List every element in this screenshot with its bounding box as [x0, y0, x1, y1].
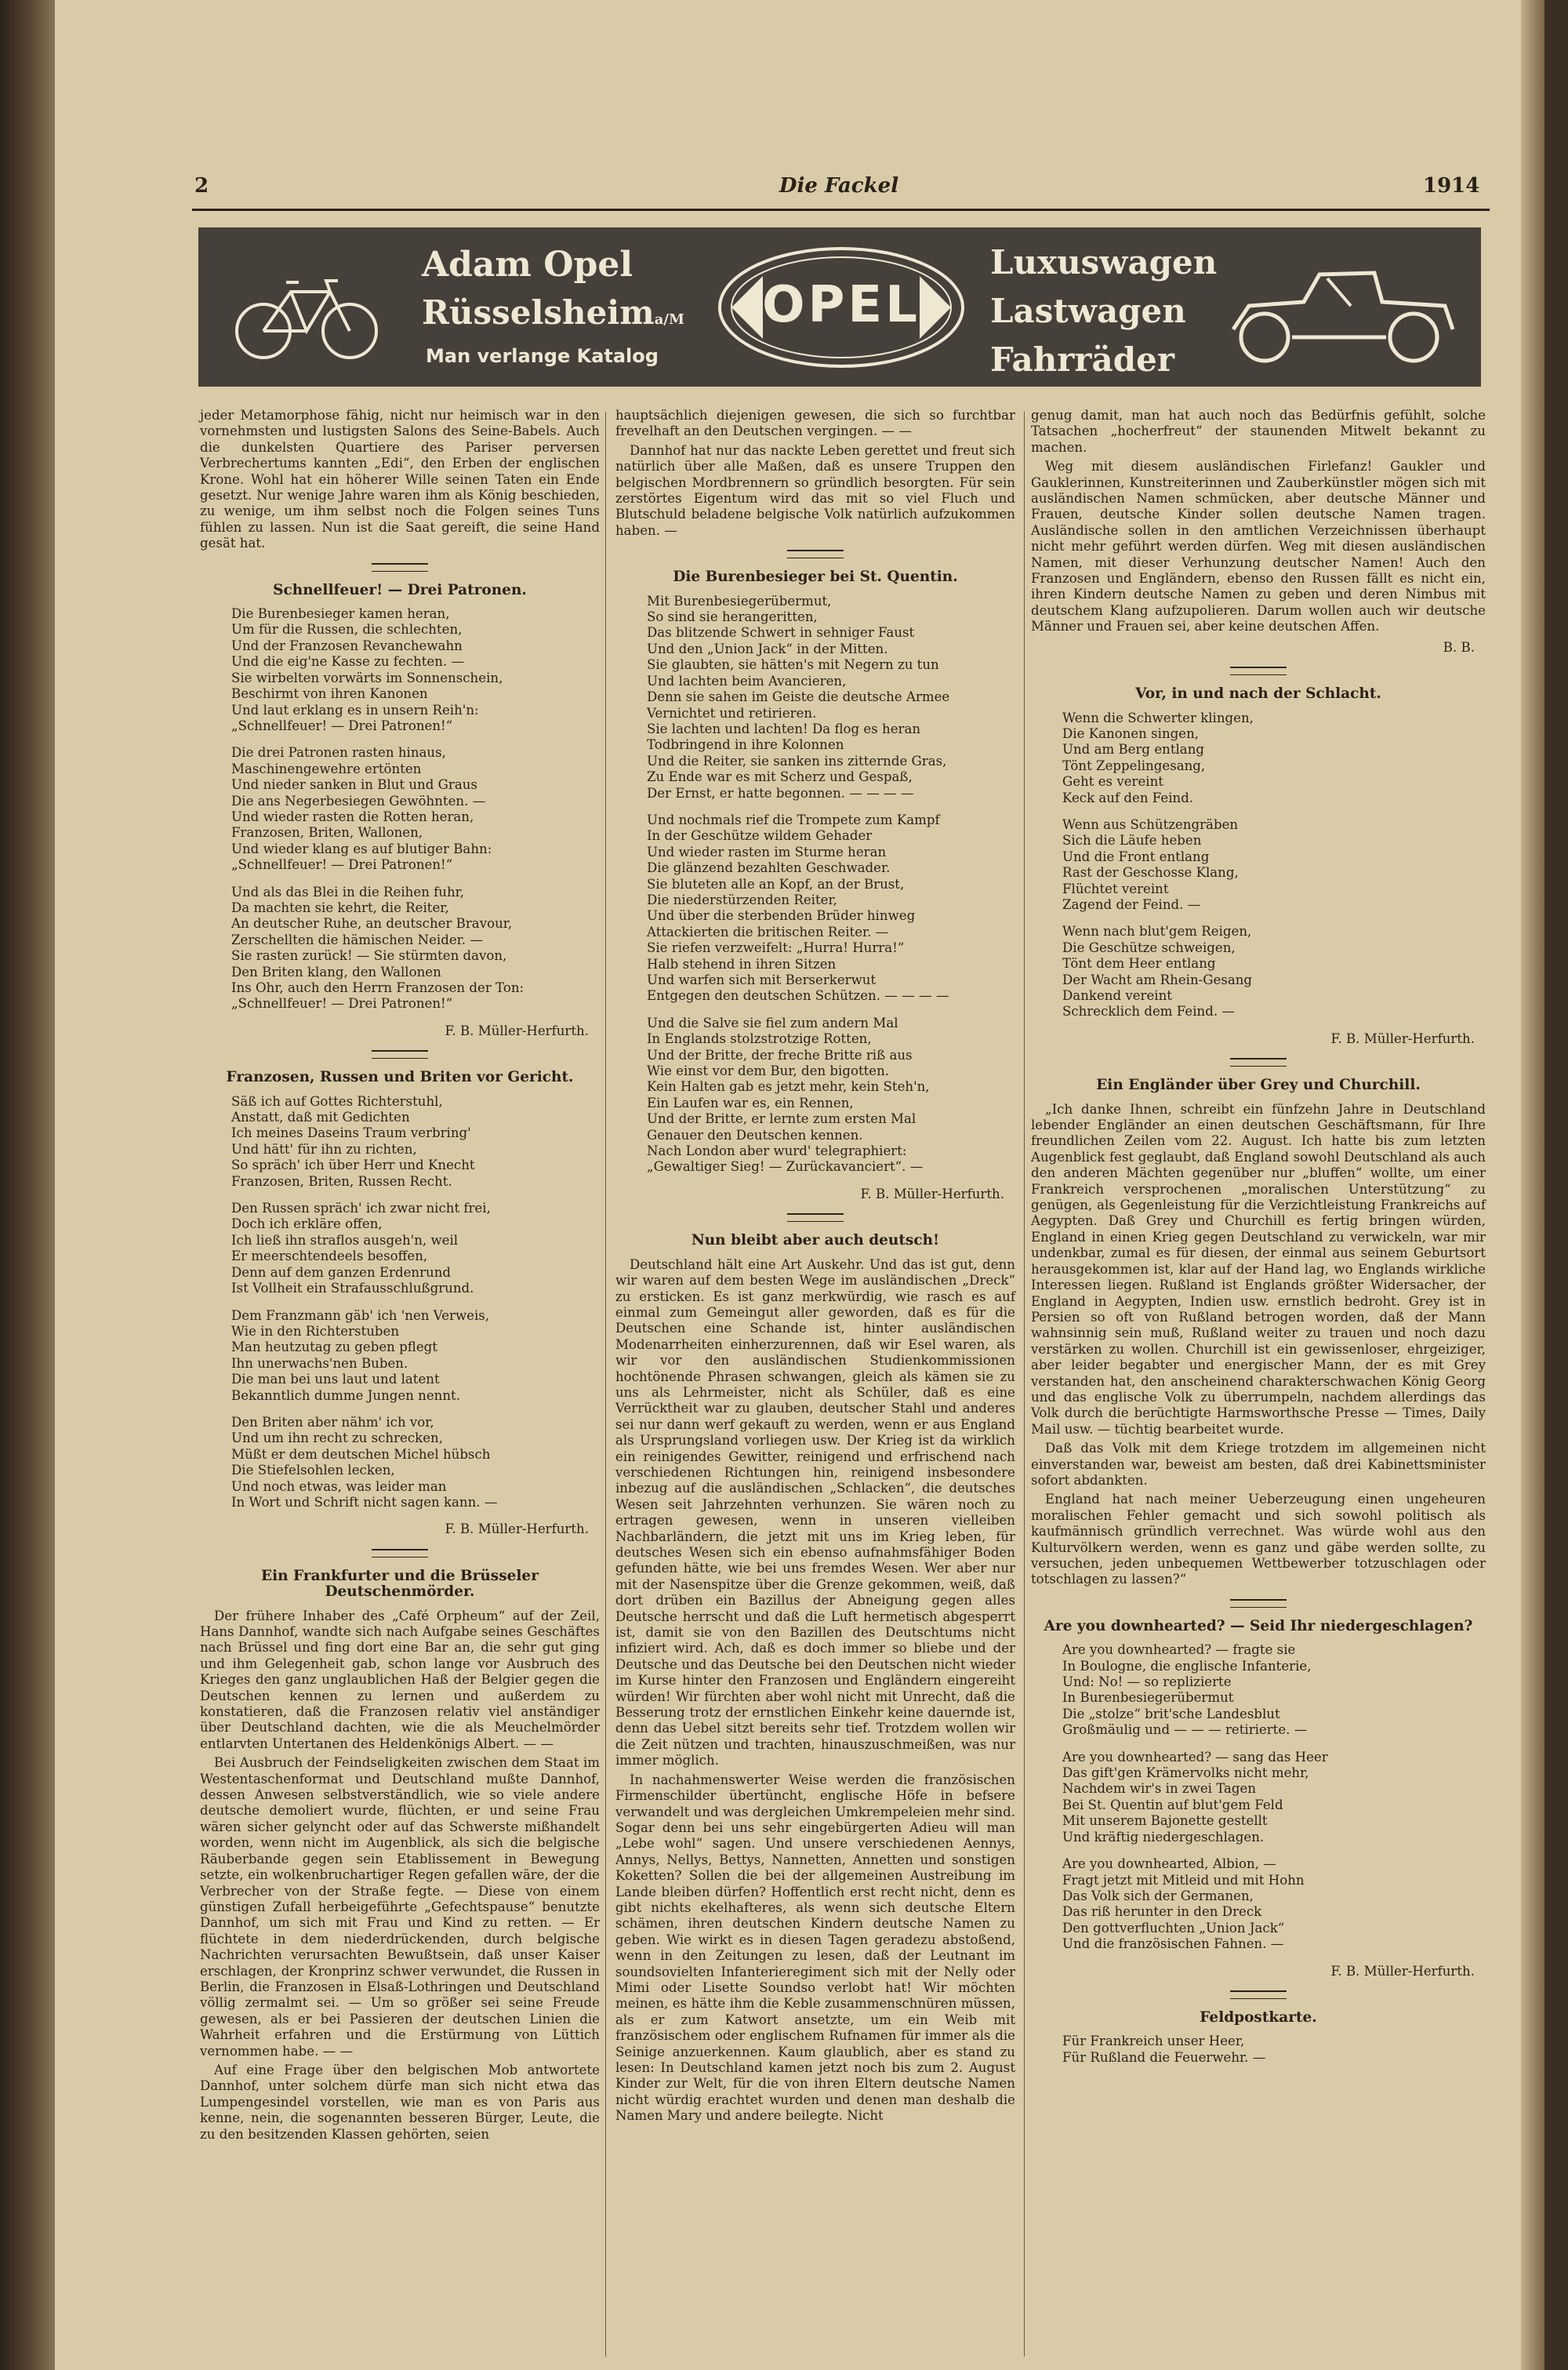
verse-line: Die Kanonen singen, [1062, 725, 1200, 741]
column-rule-2 [1024, 412, 1025, 2357]
verse-line: Und warfen sich mit Berserkerwut [647, 972, 877, 987]
verse-line: Und am Berg entlang [1062, 742, 1204, 758]
verse-line: Und wieder rasten die Rotten heran, [231, 809, 474, 824]
page-number: 2 [194, 174, 209, 198]
verse-line: Ins Ohr, auch den Herrn Franzosen der Ton: [231, 980, 524, 995]
poem-burenbesieger-stanza [647, 1016, 1015, 1176]
verse-line: Den Briten klang, den Wallonen [231, 964, 441, 980]
poem-franzosen-author: F. B. Müller-Herfurth. [445, 1521, 589, 1537]
article-frankfurter-paragraph: Der frühere Inhaber des „Café Orpheum“ auf der Zeil, Hans Dannhof, wandte sich nach Aufgabe seines Geschäftes nach Brüssel und fing dort eine Bar an, die sehr gut ging und ihm Gelegenheit gab, schon lange vor Ausbruch des Krieges den ganz unglaublichen Haß der Belgier gegen die Deutschen kennen zu lernen und außerdem zu konstatieren, daß die Franzosen relativ viel anständiger über Deutschland dachten, wie die als Meuchelmörder entlarvten Untertanen des Heldenkönigs Albert. — — [200, 1608, 600, 1751]
article-englaender-paragraph: „Ich danke Ihnen, schreibt ein fünfzehn Jahre in Deutschland lebender Engländer an einen deutschen Geschäftsmann, für Ihre freundlichen Zeilen vom 22. August. Ich hatte bis zum letzten Augenblick fest geglaubt, daß England sowohl Deutschland als auch den anderen Mächten gegenüber nur „bluffen“ wollte, um einer Frankreich versprochenen „moralischen Unterstützung“ zu genügen, als Gegenleistung für die Verzichtleistung Frankreichs auf Aegypten. Daß Grey und Churchill es fertig bringen würden, England in einen Krieg gegen Deutschland zu verwickeln, war mir undenkbar, zumal es für diesen, der einmal aus seinem Geburtsort herausgekommen ist, klar auf der Hand lag, wo Englands wirkliche Interessen liegen. Rußland ist Englands größter Widersacher, der England in Aegypten, Indien usw. ernstlich bedroht. Grey ist in Persien so oft von Rußland betrogen worden, daß der Mann wahnsinnig sein muß, Rußland weiter zu trauen und noch dazu verstärken zu wollen. Churchill ist ein gewissenloser, ehrgeiziger, aber leider begabter und energischer Mann, der es mit Grey verstanden hat, den anscheinend charakterschwachen König Georg und das englische Volk zu überrumpeln, nachdem allerdings das Volk durch die berüchtigte Harmsworthsche Presse — Times, Daily Mail usw. — tüchtig bearbeitet wurde. [1031, 1101, 1486, 1437]
verse-line: Das riß herunter in den Dreck [1062, 1904, 1262, 1920]
page-edge [1521, 0, 1544, 2370]
poem-burenbesieger-author: F. B. Müller-Herfurth. [860, 1186, 1004, 1201]
poem-schnellfeuer-stanza [231, 885, 600, 1012]
verse-line: In Burenbesiegerübermut [1062, 1690, 1234, 1706]
bicycle-icon [228, 274, 385, 361]
verse-line: Zerschellten die hämischen Neider. — [231, 932, 483, 947]
poem-schlacht-stanza [1062, 924, 1486, 1020]
verse-line: Flüchtet vereint [1062, 881, 1169, 896]
verse-line: „Schnellfeuer! — Drei Patronen!“ [231, 718, 453, 733]
verse-line: Todbringend in ihre Kolonnen [647, 737, 844, 753]
poem-burenbesieger-stanza [647, 812, 1015, 1005]
ad-city: Rüsselsheima/M [422, 293, 684, 332]
article-deutsch-paragraph: In nachahmenswerter Weise werden die französischen Firmenschilder übertüncht, englische Höfe in befsere verwandelt und was dergleichen Umkrempeleien mehr sind. Sogar denn bei uns sehr eingebürgerten Adieu will man „Lebe wohl“ sagen. Und unsere verschiedenen Aennys, Annys, Nellys, Bettys, Nannetten, Annetten und sonstigen Koketten? Sollen die bei der allgemeinen Austreibung im Lande bleiben dürfen? Hoffentlich erst recht nicht, denn es gibt nichts ekelhafteres, als wenn sich deutsche Eltern schämen, ihren deutschen Kindern deutsche Namen zu geben. Wie wirkt es in diesen Tagen geradezu abstoßend, wenn in den Zeitungen zu lesen, daß der Leutnant im soundsovielten Infanterieregiment sich mit der Nelly oder Mimi oder Lisette Soundso verlobt hat! Wir möchten meinen, es hätte ihm die Keble zusammenschnüren müssen, als er zum Katwort ansetzte, um ein Weib mit französischem oder englischem Rufnamen für immer als die Seinige anzuerkennen. Kaum glaublich, aber es stand zu lesen: In Deutschland kamen jetzt noch bis zum 2. August Kinder zur Welt, für die von ihren Eltern deutsche Namen nicht würdig erachtet wurden und denen man deshalb die Namen Mary und andere beilegte. Nicht [615, 1772, 1015, 2124]
divider-ornament [372, 1549, 428, 1558]
verse-line: Ist Vollheit ein Strafausschlußgrund. [231, 1281, 474, 1296]
verse-line: Genauer den Deutschen kennen. [647, 1127, 863, 1143]
ad-brand: OPEL [762, 276, 920, 334]
article-frankfurter-paragraph: Bei Ausbruch der Feindseligkeiten zwischen dem Staat im Westentaschenformat und Deutschland mußte Dannhof, dessen Anwesen selbstverständlich, wie so viele andere deutsche demoliert wurde, flüchten, er und seine Frau wären sicher gelyncht oder auf das Schwerste mißhandelt worden, wenn nicht im Augenblick, als sich die belgische Räuberbande gegen sein Etablissement in Bewegung setzte, ein wolkenbruchartiger Regen gefallen wäre, der die Verbrecher von der Straße fegte. — Diese von einem günstigen Zufall herbeigeführte „Gefechtspause“ benutzte Dannhof, um sich mit Frau und Kind zu retten. — Er flüchtete in dem niederdrückenden, durch belgische Nachrichten verursachten Bewußtsein, daß unser Kaiser erschlagen, der Kronprinz schwer verwundet, die Russen in Berlin, die Franzosen in Elsaß-Lothringen und Deutschland völlig zermalmt sei. — Um so größer sei seine Freude gewesen, als er bei Passieren der deutschen Linien die Wahrheit erfahren und die Erstürmung von Lüttich vernommen habe. — — [200, 1755, 600, 2059]
divider-ornament [1230, 1990, 1287, 1999]
verse-line: Sie lachten und lachten! Da flog es heran [647, 721, 921, 736]
ad-product-1: Luxuswagen [990, 243, 1218, 282]
poem-feldpostkarte [1062, 2034, 1486, 2066]
verse-line: Und die Salve sie fiel zum andern Mal [647, 1015, 898, 1031]
verse-line: Zagend der Feind. — [1062, 896, 1201, 912]
verse-line: Das Volk sich der Germanen, [1062, 1888, 1254, 1903]
verse-line: Und über die sterbenden Brüder hinweg [647, 908, 916, 924]
poem-downhearted-title: Are you downhearted? — Seid Ihr niedergeschlagen? [1044, 1617, 1473, 1634]
verse-line: Ein Laufen war es, ein Rennen, [647, 1095, 854, 1110]
verse-line: Den Briten aber nähm' ich vor, [231, 1414, 434, 1430]
poem-schlacht-title: Vor, in und nach der Schlacht. [1135, 685, 1381, 703]
verse-line: Und um ihn recht zu schrecken, [231, 1430, 443, 1446]
verse-line: Sie bluteten alle an Kopf, an der Brust, [647, 876, 905, 892]
verse-line: Are you downhearted? — fragte sie [1062, 1642, 1296, 1658]
article-continuation: hauptsächlich diejenigen gewesen, die sich so furchtbar frevelhaft an den Deutschen vergingen. — — [615, 408, 1015, 439]
poem-schlacht-stanza [1062, 711, 1486, 806]
verse-line: Sich die Läufe heben [1062, 833, 1202, 849]
verse-line: Und hätt' für ihn zu richten, [231, 1141, 417, 1157]
ad-product-3: Fahrräder [990, 340, 1174, 379]
verse-line: Mit unserem Bajonette gestellt [1062, 1813, 1268, 1829]
verse-line: Nachdem wir's in zwei Tagen [1062, 1781, 1257, 1797]
verse-line: Dankend vereint [1062, 988, 1172, 1003]
verse-line: Die niederstürzenden Reiter, [647, 892, 837, 907]
poem-burenbesieger-stanza [647, 594, 1015, 802]
verse-line: Franzosen, Briten, Wallonen, [231, 825, 423, 841]
article-continuation: genug damit, man hat auch noch das Bedürfnis gefühlt, solche Tatsachen „hocherfreut“ der staunenden Mitwelt bekannt zu machen. [1031, 408, 1486, 455]
verse-line: Und nieder sanken in Blut und Graus [231, 777, 477, 793]
verse-line: Und kräftig niedergeschlagen. [1062, 1829, 1265, 1845]
verse-line: Entgegen den deutschen Schützen. — — — — [647, 988, 949, 1004]
poem-franzosen-stanza [231, 1415, 600, 1510]
verse-line: So sind sie herangeritten, [647, 609, 818, 625]
verse-line: Sie wirbelten vorwärts im Sonnenschein, [231, 670, 503, 685]
column-rule-1 [605, 412, 606, 2357]
verse-line: Fragt jetzt mit Mitleid und mit Hohn [1062, 1872, 1305, 1888]
header-rule [192, 209, 1490, 211]
column-3 [1031, 408, 1486, 2066]
verse-line: Die Geschütze schweigen, [1062, 940, 1236, 955]
article-deutsch-paragraph: Deutschland hält eine Art Auskehr. Und das ist gut, denn wir waren auf dem besten Wege im ausländischen „Dreck“ zu ersticken. Es ist ganz merkwürdig, wie rasch es auf einmal zum Gemeingut aller geworden, daß es für die Deutschen eine Schande ist, hinter ausländischen Modenarrheiten einherzurennen, daß wir Esel waren, als wir vor den ausländischen Studienkommissionen hochtönende Phrasen schwangen, gleich als kämen sie zu uns als Lehrmeister, nicht als Schüler, daß es eine Verrücktheit war zu glauben, deutscher Stahl und anderes sei nur dann werf gekauft zu werden, wenn er aus England als Ursprungsland vorliegen usw. Der Krieg ist da wirklich ein reinigendes Gewitter, reinigend und erfrischend nach verschiedenen Richtungen hin, reinigend insbesondere inbezug auf die ausländischen „Schlacken“, die deutsches Wesen seit Jahrzehnten verhunzen. Sie wären noch zu ertragen gewesen, wenn in unseren vielleiben Nachbarländern, die jetzt mit uns im Krieg leben, für deutsches Wesen sich ein ebenso aufnahmsfähiger Boden gefunden hätte, wie bei uns fremdes Wesen. Wer aber nur mit der Nasenspitze über die Grenze gekommen, weiß, daß dort drüben ein Bazillus der Abneigung gegen alles Deutsche herrscht und daß die Luft hermetisch abgesperrt ist, damit sie von den Bazillen des Deutschtums nicht infiziert wird. Ach, daß es doch immer so bliebe und der Deutsche und das Deutsche bei den Deutschen nicht wieder im Kurse hinter den Franzosen und Engländern eingereiht würden! Wir fürchten aber wohl nicht mit Unrecht, daß die Besserung trotz der ernstlichen Einkehr keine dauernde ist, denn das Uebel sitzt bereits sehr tief. Trotzdem wollen wir die Zeit nützen und trachten, hinauszuschmeißen, was nur immer möglich. [615, 1256, 1015, 1768]
verse-line: Anstatt, daß mit Gedichten [231, 1110, 410, 1125]
poem-schnellfeuer-stanza [231, 745, 600, 873]
verse-line: Sie rasten zurück! — Sie stürmten davon, [231, 948, 507, 964]
verse-line: Säß ich auf Gottes Richterstuhl, [231, 1093, 443, 1109]
column-2 [615, 408, 1015, 2128]
verse-line: Bei St. Quentin auf blut'gem Feld [1062, 1797, 1283, 1812]
article-frankfurter-title: Ein Frankfurter und die Brüsseler Deutschenmörder. [261, 1567, 539, 1601]
verse-line: Sie glaubten, sie hätten's mit Negern zu tun [647, 657, 939, 673]
verse-line: Ich ließ ihn straflos ausgeh'n, weil [231, 1232, 459, 1248]
verse-line: Die Burenbesieger kamen heran, [231, 606, 450, 622]
verse-line: Und die eig'ne Kasse zu fechten. — [231, 654, 465, 670]
poem-schnellfeuer-title: Schnellfeuer! — Drei Patronen. [273, 581, 527, 598]
divider-ornament [372, 563, 428, 572]
verse-line: Doch ich erkläre offen, [231, 1216, 383, 1232]
verse-line: So spräch' ich über Herr und Knecht [231, 1158, 475, 1173]
verse-line: Man heutzutag zu geben pflegt [231, 1339, 437, 1355]
poem-downhearted-stanza [1062, 1856, 1486, 1952]
verse-line: Die glänzend bezahlten Geschwader. [647, 860, 891, 876]
verse-line: Er meerschtendeels besoffen, [231, 1249, 428, 1264]
verse-line: Beschirmt von ihren Kanonen [231, 686, 428, 702]
verse-line: Wenn aus Schützengräben [1062, 816, 1239, 832]
ad-product-2: Lastwagen [990, 292, 1186, 330]
verse-line: Und nochmals rief die Trompete zum Kampf [647, 812, 940, 827]
verse-line: Das blitzende Schwert in sehniger Faust [647, 625, 915, 641]
verse-line: Und die Reiter, sie sanken ins zitternde Gras, [647, 753, 947, 769]
verse-line: Franzosen, Briten, Russen Recht. [231, 1173, 452, 1189]
divider-ornament [787, 550, 844, 558]
verse-line: Und laut erklang es in unsern Reih'n: [231, 702, 479, 718]
article-englaender-paragraph: England hat nach meiner Ueberzeugung einen ungeheuren moralischen Fehler gemacht und sich sowohl politisch als kaufmännisch gründlich verrechnet. Was würde wohl aus den Kulturvölkern werden, wenn es ganz und gäbe werden sollte, zu versuchen, jeden unbequemen Wettbewerber totzuschlagen oder totschlagen zu lassen?“ [1031, 1492, 1486, 1587]
car-icon [1218, 259, 1468, 369]
article-continuation: jeder Metamorphose fähig, nicht nur heimisch war in den vornehmsten und lustigsten Salons des Seine-Babels. Auch die dunkelsten Quartiere des Pariser perversen Verbrechertums kannten „Edi“, den Erben der englischen Krone. Wohl hat ein höherer Wille seinen Taten ein Ende gesetzt. Nur wenige Jahre waren ihm als König beschieden, zu wenige, um ihm selbst noch die Folgen seines Tuns fühlen zu lassen. Nun ist die Saat gereift, die seine Hand gesät hat. [200, 408, 600, 551]
verse-line: Keck auf den Feind. [1062, 790, 1194, 805]
verse-line: Die man bei uns laut und latent [231, 1372, 440, 1387]
verse-line: Kein Halten gab es jetzt mehr, kein Steh'n, [647, 1079, 930, 1095]
column-1 [200, 408, 600, 2146]
verse-line: Und die französischen Fahnen. — [1062, 1936, 1284, 1952]
verse-line: Müßt er dem deutschen Michel hübsch [231, 1446, 491, 1462]
article-signature: B. B. [1443, 639, 1475, 655]
verse-line: Geht es vereint [1062, 774, 1163, 790]
verse-line: Und noch etwas, was leider man [231, 1478, 447, 1494]
poem-franzosen-title: Franzosen, Russen und Briten vor Gericht. [226, 1069, 574, 1086]
page-title: Die Fackel [779, 174, 899, 198]
opel-advertisement [198, 227, 1481, 387]
verse-line: Denn auf dem ganzen Erdenrund [231, 1264, 452, 1280]
verse-line: Den Russen spräch' ich zwar nicht frei, [231, 1201, 491, 1216]
poem-burenbesieger-title: Die Burenbesieger bei St. Quentin. [673, 569, 958, 586]
verse-line: Und der Britte, der freche Britte riß aus [647, 1047, 913, 1063]
poem-schnellfeuer-author: F. B. Müller-Herfurth. [445, 1023, 589, 1038]
verse-line: Zu Ende war es mit Scherz und Gespaß, [647, 769, 913, 785]
verse-line: Das gift'gen Krämervolks nicht mehr, [1062, 1765, 1309, 1781]
verse-line: Und wieder rasten im Sturme heran [647, 844, 887, 860]
verse-line: An deutscher Ruhe, an deutscher Bravour, [231, 916, 513, 932]
verse-line: Are you downhearted, Albion, — [1062, 1856, 1276, 1872]
poem-downhearted-author: F. B. Müller-Herfurth. [1330, 1963, 1475, 1979]
newspaper-page [55, 0, 1544, 2370]
divider-ornament [1230, 1058, 1287, 1067]
verse-line: Für Frankreich unser Heer, [1062, 2034, 1245, 2049]
article-deutsch-title: Nun bleibt aber auch deutsch! [691, 1232, 940, 1249]
article-englaender-paragraph: Daß das Volk mit dem Kriege trotzdem im allgemeinen nicht einverstanden war, beweist am besten, daß drei Kabinettsminister sofort abdankten. [1031, 1441, 1486, 1488]
article-frankfurter-paragraph: Auf eine Frage über den belgischen Mob antwortete Dannhof, unter solchem dürfe man sich nicht etwa das Lumpengesindel vorstellen, wie man es von Paris aus kenne, nein, die sogenannten besseren Bürger, Leute, die zu den besitzenden Klassen gehörten, seien [200, 2062, 600, 2142]
verse-line: Der Wacht am Rhein-Gesang [1062, 972, 1253, 987]
verse-line: Bekanntlich dumme Jungen nennt. [231, 1387, 461, 1403]
verse-line: Ich meines Daseins Traum verbring' [231, 1125, 471, 1141]
article-paragraph: Weg mit diesem ausländischen Firlefanz! Gaukler und Gauklerinnen, Kunstreiterinnen und Zauberkünstler mögen sich mit ausländischen Namen schmücken, aber deutsche Männer und Frauen, deutsche Kinder sollen deutsche Namen tragen. Ausländische sollen in den amtlichen Verzeichnissen überhaupt nicht mehr geführt werden dürfen. Weg mit diesen ausländischen Namen, mit dieser Verhunzung deutscher Namen! Auch den Franzosen und Engländern, ebenso den Russen fällt es nicht ein, ihren Kindern deutsche Namen zu geben und deren Nimbus mit deutschem Klang aufzupolieren. Darum wollen auch wir deutsche Männer und Frauen sei, aber keine deutschen Affen. [1031, 459, 1486, 634]
verse-line: „Schnellfeuer! — Drei Patronen!“ [231, 996, 453, 1012]
verse-line: Und den „Union Jack“ in der Mitten. [647, 641, 888, 656]
ad-company: Adam Opel [422, 245, 633, 285]
verse-line: Und der Franzosen Revanchewahn [231, 638, 463, 653]
verse-line: „Gewaltiger Sieg! — Zurückavanciert“. — [647, 1159, 924, 1175]
verse-line: In der Geschütze wildem Gehader [647, 828, 873, 844]
poem-feldpostkarte-title: Feldpostkarte. [1200, 2008, 1317, 2026]
book-binding [0, 0, 55, 2370]
ad-catalog: Man verlange Katalog [426, 345, 659, 367]
verse-line: In Englands stolzstrotzige Rotten, [647, 1031, 872, 1047]
divider-ornament [787, 1213, 844, 1222]
page-year: 1914 [1423, 174, 1480, 198]
verse-line: Da machten sie kehrt, die Reiter, [231, 900, 449, 915]
verse-line: Sie riefen verzweifelt: „Hurra! Hurra!“ [647, 940, 905, 956]
verse-line: Maschinengewehre ertönten [231, 761, 422, 776]
poem-schnellfeuer-stanza [231, 606, 600, 734]
verse-line: Rast der Geschosse Klang, [1062, 865, 1239, 881]
verse-line: Den gottverfluchten „Union Jack“ [1062, 1920, 1285, 1936]
verse-line: Denn sie sahen im Geiste die deutsche Armee [647, 689, 950, 705]
verse-line: Wie einst vor dem Bur, den bigotten. [647, 1063, 890, 1079]
verse-line: In Wort und Schrift nicht sagen kann. — [231, 1494, 498, 1510]
poem-franzosen-stanza [231, 1094, 600, 1190]
verse-line: Attackierten die britischen Reiter. — [647, 924, 889, 940]
article-paragraph: Dannhof hat nur das nackte Leben gerettet und freut sich natürlich über alle Maßen, daß es unsere Truppen den belgischen Mordbrennern so gründlich besorgten. Für sein zerstörtes Eigentum wird das mit so viel Fluch und Blutschuld beladene belgische Volk natürlich aufzukommen haben. — [615, 442, 1015, 538]
verse-line: Nach London aber wurd' telegraphiert: [647, 1143, 907, 1159]
verse-line: Vernichtet und retirieren. [647, 705, 817, 721]
poem-franzosen-stanza [231, 1201, 600, 1296]
poem-downhearted-stanza [1062, 1750, 1486, 1845]
verse-line: „Schnellfeuer! — Drei Patronen!“ [231, 857, 453, 873]
verse-line: Und lachten beim Avancieren, [647, 673, 847, 689]
divider-ornament [1230, 667, 1287, 675]
verse-line: Die drei Patronen rasten hinaus, [231, 745, 446, 761]
verse-line: Wie in den Richterstuben [231, 1323, 400, 1339]
verse-line: Dem Franzmann gäb' ich 'nen Verweis, [231, 1307, 490, 1323]
poem-schlacht-author: F. B. Müller-Herfurth. [1330, 1031, 1475, 1046]
verse-line: Die ans Negerbesiegen Gewöhnten. — [231, 793, 486, 809]
verse-line: Schrecklich dem Feind. — [1062, 1004, 1235, 1020]
verse-line: In Boulogne, die englische Infanterie, [1062, 1658, 1312, 1674]
poem-schlacht-stanza [1062, 817, 1486, 913]
verse-line: Großmäulig und — — — retirierte. — [1062, 1722, 1308, 1738]
verse-line: Für Rußland die Feuerwehr. — [1062, 2049, 1266, 2065]
verse-line: Der Ernst, er hatte begonnen. — — — — [647, 785, 914, 801]
divider-ornament [1230, 1599, 1287, 1608]
poem-franzosen-stanza [231, 1308, 600, 1404]
verse-line: Wenn nach blut'gem Reigen, [1062, 924, 1252, 940]
verse-line: Und als das Blei in die Reihen fuhr, [231, 884, 465, 900]
verse-line: Mit Burenbesiegerübermut, [647, 593, 832, 609]
poem-downhearted-stanza [1062, 1642, 1486, 1738]
verse-line: Ihn unerwachs'nen Buben. [231, 1355, 408, 1371]
verse-line: Und wieder klang es auf blutiger Bahn: [231, 841, 492, 856]
verse-line: Tönt dem Heer entlang [1062, 956, 1216, 972]
verse-line: Um für die Russen, die schlechten, [231, 622, 463, 638]
verse-line: Und die Front entlang [1062, 849, 1210, 864]
verse-line: Halb stehend in ihren Sitzen [647, 956, 837, 972]
verse-line: Die Stiefelsohlen lecken, [231, 1463, 395, 1478]
verse-line: Are you downhearted? — sang das Heer [1062, 1749, 1328, 1765]
verse-line: Wenn die Schwerter klingen, [1062, 710, 1254, 725]
article-englaender-title: Ein Engländer über Grey und Churchill. [1096, 1077, 1421, 1094]
divider-ornament [372, 1050, 428, 1059]
verse-line: Und der Britte, er lernte zum ersten Mal [647, 1111, 916, 1127]
verse-line: Und: No! — so replizierte [1062, 1674, 1232, 1690]
verse-line: Tönt Zeppelingesang, [1062, 758, 1206, 773]
verse-line: Die „stolze“ brit'sche Landesblut [1062, 1706, 1280, 1721]
